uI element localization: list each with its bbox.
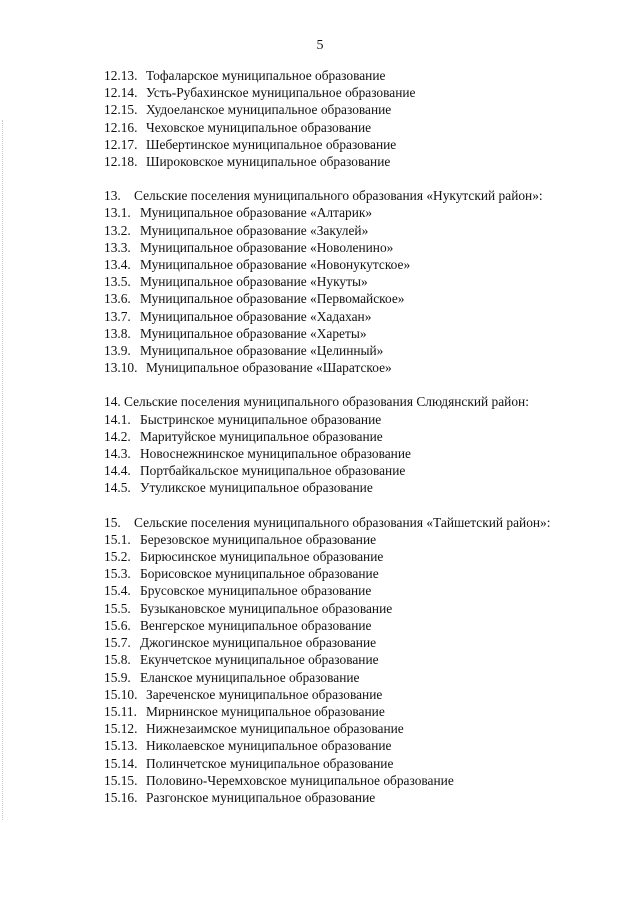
list-item <box>104 582 596 599</box>
item-number: 15.7. <box>104 635 131 651</box>
item-text: Мирнинское муниципальное образование <box>146 703 385 719</box>
list-item <box>104 428 596 445</box>
list-item <box>104 67 596 84</box>
section-number: 14. <box>104 394 121 410</box>
spacer <box>104 376 596 393</box>
item-number: 15.9. <box>104 669 131 685</box>
list-item <box>104 669 596 686</box>
section-heading <box>104 514 596 531</box>
item-text: Муниципальное образование «Алтарик» <box>140 205 373 221</box>
item-number: 12.16. <box>104 119 138 135</box>
item-number: 13.2. <box>104 222 131 238</box>
list-item <box>104 239 596 256</box>
list-item <box>104 290 596 307</box>
item-number: 14.3. <box>104 446 131 462</box>
item-number: 13.5. <box>104 274 131 290</box>
list-item <box>104 222 596 239</box>
item-text: Брусовское муниципальное образование <box>140 583 372 599</box>
list-item <box>104 772 596 789</box>
item-number: 12.18. <box>104 154 138 170</box>
list-item <box>104 755 596 772</box>
item-number: 15.8. <box>104 652 131 668</box>
item-text: Муниципальное образование «Нукуты» <box>140 274 368 290</box>
list-item <box>104 119 596 136</box>
list-item <box>104 565 596 582</box>
section-title: Сельские поселения муниципального образования «Тайшетский район»: <box>134 514 551 530</box>
item-text: Муниципальное образование «Закулей» <box>140 222 369 238</box>
item-text: Утуликское муниципальное образование <box>140 480 373 496</box>
item-text: Зареченское муниципальное образование <box>146 686 383 702</box>
item-number: 12.13. <box>104 68 138 83</box>
item-text: Березовское муниципальное образование <box>140 531 377 547</box>
item-text: Еланское муниципальное образование <box>140 669 360 685</box>
item-text: Муниципальное образование «Целинный» <box>140 343 384 359</box>
list-item <box>104 651 596 668</box>
list-item <box>104 342 596 359</box>
section-title: Сельские поселения муниципального образования Слюдянский район: <box>124 394 529 410</box>
item-text: Широковское муниципальное образование <box>146 154 391 170</box>
item-text: Муниципальное образование «Шаратское» <box>146 360 392 376</box>
page-number: 5 <box>316 38 324 53</box>
list-item <box>104 445 596 462</box>
item-number: 15.15. <box>104 772 138 788</box>
item-text: Маритуйское муниципальное образование <box>140 428 383 444</box>
item-text: Чеховское муниципальное образование <box>146 119 372 135</box>
item-text: Екунчетское муниципальное образование <box>140 652 379 668</box>
scan-edge-marks <box>2 120 5 820</box>
list-item <box>104 359 596 376</box>
item-text: Шебертинское муниципальное образование <box>146 136 397 152</box>
item-number: 13.3. <box>104 239 131 255</box>
item-number: 15.2. <box>104 549 131 565</box>
item-number: 13.9. <box>104 343 131 359</box>
item-number: 13.8. <box>104 325 131 341</box>
section-number: 15. <box>104 514 121 530</box>
item-number: 14.4. <box>104 463 131 479</box>
item-number: 15.10. <box>104 686 138 702</box>
list-item <box>104 686 596 703</box>
list-item <box>104 600 596 617</box>
item-number: 15.5. <box>104 600 131 616</box>
spacer <box>104 170 596 187</box>
list-item <box>104 703 596 720</box>
section-12-list <box>104 67 596 170</box>
item-number: 13.1. <box>104 205 131 221</box>
list-item <box>104 153 596 170</box>
section-heading <box>104 187 596 204</box>
item-number: 15.16. <box>104 789 138 805</box>
item-text: Быстринское муниципальное образование <box>140 411 382 427</box>
item-text: Бузыкановское муниципальное образование <box>140 600 393 616</box>
section-heading <box>104 393 596 410</box>
list-item <box>104 325 596 342</box>
list-item <box>104 789 596 806</box>
item-text: Бирюсинское муниципальное образование <box>140 549 384 565</box>
item-number: 15.1. <box>104 531 131 547</box>
item-text: Муниципальное образование «Хареты» <box>140 325 367 341</box>
item-number: 15.4. <box>104 583 131 599</box>
item-text: Муниципальное образование «Первомайское» <box>140 291 405 307</box>
item-text: Новоснежнинское муниципальное образование <box>140 446 411 462</box>
item-number: 12.14. <box>104 85 138 101</box>
list-item <box>104 531 596 548</box>
list-item <box>104 411 596 428</box>
spacer <box>104 497 596 514</box>
list-item <box>104 273 596 290</box>
list-item <box>104 548 596 565</box>
item-text: Джогинское муниципальное образование <box>140 635 377 651</box>
item-number: 14.1. <box>104 411 131 427</box>
item-text: Разгонское муниципальное образование <box>146 789 376 805</box>
item-number: 15.14. <box>104 755 138 771</box>
item-number: 15.3. <box>104 566 131 582</box>
item-text: Борисовское муниципальное образование <box>140 566 379 582</box>
item-text: Усть-Рубахинское муниципальное образование <box>146 85 416 101</box>
item-number: 15.6. <box>104 617 131 633</box>
item-number: 13.10. <box>104 360 138 376</box>
item-text: Муниципальное образование «Хадахан» <box>140 308 372 324</box>
section-13 <box>104 187 596 376</box>
item-text: Муниципальное образование «Новоленино» <box>140 239 394 255</box>
section-title: Сельские поселения муниципального образования «Нукутский район»: <box>134 188 543 204</box>
item-number: 14.2. <box>104 428 131 444</box>
item-number: 13.6. <box>104 291 131 307</box>
item-number: 12.15. <box>104 102 138 118</box>
list-item <box>104 204 596 221</box>
section-15 <box>104 514 596 806</box>
list-item <box>104 737 596 754</box>
item-text: Венгерское муниципальное образование <box>140 617 372 633</box>
list-item <box>104 634 596 651</box>
item-number: 14.5. <box>104 480 131 496</box>
item-text: Муниципальное образование «Новонукутское» <box>140 257 411 273</box>
item-number: 13.7. <box>104 308 131 324</box>
item-text: Портбайкальское муниципальное образование <box>140 463 406 479</box>
section-number: 13. <box>104 188 121 204</box>
item-text: Тофаларское муниципальное образование <box>146 68 386 83</box>
section-14 <box>104 393 596 496</box>
list-item <box>104 136 596 153</box>
item-number: 15.11. <box>104 703 137 719</box>
item-text: Нижнезаимское муниципальное образование <box>146 721 404 737</box>
item-text: Половино-Черемховское муниципальное образование <box>146 772 454 788</box>
item-number: 13.4. <box>104 257 131 273</box>
item-text: Худоеланское муниципальное образование <box>146 102 392 118</box>
list-item <box>104 617 596 634</box>
item-number: 15.13. <box>104 738 138 754</box>
item-number: 15.12. <box>104 721 138 737</box>
document-body <box>104 67 596 806</box>
list-item <box>104 84 596 101</box>
list-item <box>104 101 596 118</box>
item-text: Полинчетское муниципальное образование <box>146 755 394 771</box>
item-number: 12.17. <box>104 136 138 152</box>
list-item <box>104 308 596 325</box>
list-item <box>104 720 596 737</box>
list-item <box>104 256 596 273</box>
list-item <box>104 462 596 479</box>
item-text: Николаевское муниципальное образование <box>146 738 392 754</box>
list-item <box>104 479 596 496</box>
